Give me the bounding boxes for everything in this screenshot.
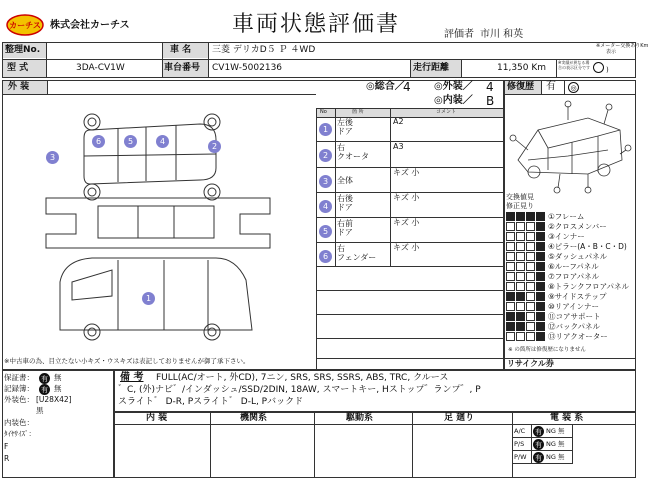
record-label: 記録簿： xyxy=(4,384,34,393)
chassis-value: CV1W-5002136 xyxy=(212,63,283,73)
row-3-no: 3 xyxy=(319,175,332,188)
exchange-item: ①フレーム xyxy=(548,212,585,221)
table-header-no: No xyxy=(320,109,327,115)
row-6-no: 6 xyxy=(319,250,332,263)
company-name: 株式会社カーチス xyxy=(50,20,130,31)
exchange-item: ⑦フロアパネル xyxy=(548,272,600,281)
exchange-item: ⑥ルーフパネル xyxy=(548,262,599,271)
warranty-label: 保証書： xyxy=(4,373,34,382)
ac-mark-icon: 有 xyxy=(535,428,542,436)
maintenance-no-label: 整理No. xyxy=(5,45,41,55)
pw-value: NG 無 xyxy=(546,453,565,461)
car-name: 三菱 デリカD５ Ｐ ４WD xyxy=(212,45,316,55)
row-3-comment: キズ 小 xyxy=(393,168,420,177)
category-electrical: 電 装 系 xyxy=(550,413,584,423)
category-drive: 駆動系 xyxy=(346,413,374,423)
remarks-line-1: FULL(AC/オート, 外CD), 7ニン, SRS, SRS, SSRS, ABS, TRC, クルース xyxy=(156,373,449,383)
tire-r-label: R xyxy=(4,454,10,463)
row-5-no: 5 xyxy=(319,225,332,238)
footnote: ※中古車の為、目立たない小キズ・ウスキズは表記しておりませんが御了承下さい。 xyxy=(4,357,250,365)
meter-note2: 表示 xyxy=(606,49,617,55)
assessor-label: 評価者 xyxy=(444,29,474,40)
exchange-title-2: 修正見り xyxy=(506,202,534,210)
record-value: 無 xyxy=(54,384,62,393)
page-title: 車両状態評価書 xyxy=(232,12,401,37)
row-3-part: 全体 xyxy=(337,176,353,185)
table-header-comment: コメント xyxy=(436,109,457,115)
company-logo xyxy=(6,14,44,36)
table-header-part: 箇 所 xyxy=(352,109,364,115)
model-label: 型 式 xyxy=(7,63,29,73)
marker-6: 6 xyxy=(92,135,105,148)
exchange-item: ⑩リアインナー xyxy=(548,302,600,311)
row-2-comment: A3 xyxy=(393,142,404,151)
exterior-rating: 4 xyxy=(486,80,494,94)
interior-rating: B xyxy=(486,94,495,108)
ext-color-code: [U28X42] xyxy=(36,395,72,404)
logo-text: カーチス xyxy=(9,21,41,30)
row-4-comment: キズ 小 xyxy=(393,193,420,202)
car-name-label: 車 名 xyxy=(170,45,192,55)
exterior-rate-label: ◎外装／ xyxy=(434,81,473,92)
exchange-note: ※ の箇所は修復歴になりません xyxy=(508,347,586,353)
exchange-grid xyxy=(506,212,548,344)
total-rating: 4 xyxy=(403,80,411,94)
interior-rate-label: ◎内装／ xyxy=(434,95,473,106)
marker-5: 5 xyxy=(124,135,137,148)
meter-bracket: ) xyxy=(606,66,609,74)
exchange-item: ⑫バックパネル xyxy=(548,322,601,331)
mileage-label: 走行距離 xyxy=(413,63,450,73)
exterior-label: 外 装 xyxy=(8,82,30,92)
row-1-no: 1 xyxy=(319,123,332,136)
row-1-comment: A2 xyxy=(393,117,404,126)
total-label: ◎総合／ xyxy=(366,81,405,92)
remarks-label: 備 考 xyxy=(120,372,144,383)
mileage-note: ※実績が異なる場合の表示区分です xyxy=(558,60,590,70)
model-value: 3DA-CV1W xyxy=(76,63,125,73)
repair-history-label: 修復歴 xyxy=(507,82,535,92)
recycle-label: リサイクル券 xyxy=(507,359,554,368)
row-5-comment: キズ 小 xyxy=(393,218,420,227)
ac-value: NG 無 xyxy=(546,427,565,435)
ext-color: 黒 xyxy=(36,406,44,415)
ps-value: NG 無 xyxy=(546,440,565,448)
row-2-part: 右 クオータ xyxy=(337,143,369,162)
record-mark-icon: 有 xyxy=(41,386,48,394)
exchange-title-1: 交換値見 xyxy=(506,193,534,201)
row-4-part: 右後 ドア xyxy=(337,194,353,213)
repair-history-value: 有 xyxy=(546,81,556,92)
row-1-part: 左後 ドア xyxy=(337,118,353,137)
ext-color-label: 外装色： xyxy=(4,395,34,404)
category-interior: 内 装 xyxy=(146,413,168,423)
exchange-item: ③インナー xyxy=(548,232,585,241)
assessor-name: 市川 和英 xyxy=(480,29,524,40)
marker-1: 1 xyxy=(142,292,155,305)
row-5-part: 右前 ドア xyxy=(337,219,353,238)
mileage-value: 11,350 Km xyxy=(497,63,547,73)
warranty-mark-icon: 有 xyxy=(41,375,48,383)
ps-mark-icon: 有 xyxy=(535,441,542,449)
marker-2: 2 xyxy=(208,140,221,153)
pw-label: P/W xyxy=(514,453,527,461)
warranty-value: 無 xyxy=(54,373,62,382)
remarks-line-2: ゛C, (外)ナビ゛/インダッシュ/SSD/2DIN, 18AW, スマートキー, Hストップ゛ランプ゛, P xyxy=(118,385,481,395)
exchange-item: ⑤ダッシュパネル xyxy=(548,252,608,261)
meter-icon xyxy=(593,62,604,73)
tire-f-label: F xyxy=(4,442,9,451)
ps-label: P/S xyxy=(514,440,525,448)
exchange-item: ⑪コアサポート xyxy=(548,312,601,321)
category-engine: 機関系 xyxy=(240,413,268,423)
exchange-item: ⑬リアクオーター xyxy=(548,332,608,341)
exchange-item: ④ピラー(A・B・C・D) xyxy=(548,242,627,251)
marker-3: 3 xyxy=(46,151,59,164)
frame-diagram xyxy=(508,100,632,192)
row-6-comment: キズ 小 xyxy=(393,243,420,252)
ac-label: A/C xyxy=(514,427,526,435)
pw-mark-icon: 有 xyxy=(535,454,542,462)
repair-mark-icon: ◎ xyxy=(568,82,579,93)
exchange-item: ②クロスメンバー xyxy=(548,222,607,231)
marker-4: 4 xyxy=(156,135,169,148)
row-2-no: 2 xyxy=(319,149,332,162)
row-6-part: 右 フェンダー xyxy=(337,244,377,263)
row-4-no: 4 xyxy=(319,200,332,213)
chassis-label: 車台番号 xyxy=(164,63,201,73)
tire-label: ﾀｲﾔｻｲｽﾞ： xyxy=(4,430,36,438)
remarks-line-3: スライト゛ D-R, Pスライト゛ D-L, Pバックド xyxy=(118,397,304,407)
exchange-item: ⑧トランクフロアパネル xyxy=(548,282,629,291)
int-color-label: 内装色： xyxy=(4,418,34,427)
meter-note: ※メーター交換ありKm xyxy=(596,43,648,49)
exchange-item: ⑨サイドステップ xyxy=(548,292,607,301)
category-suspension: 足 廻り xyxy=(444,413,475,423)
